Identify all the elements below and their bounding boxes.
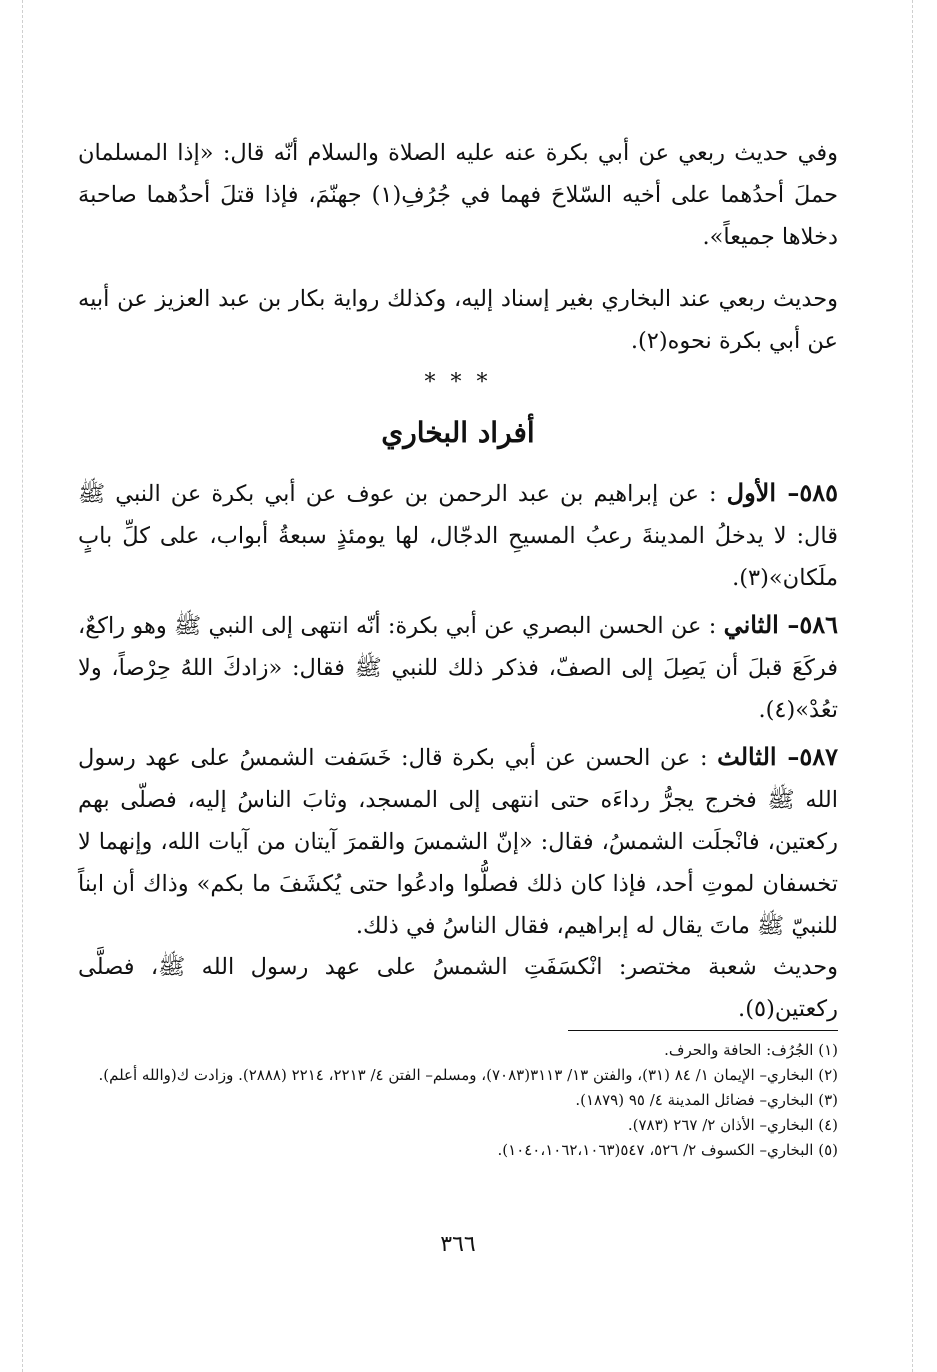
footnotes-list	[78, 1038, 838, 1163]
hadith-585-number: ٥٨٥– الأول	[726, 478, 838, 507]
paragraph-shuba-hadith: وحديث شعبة مختصر: انْكسَفَتِ الشمسُ على عهد رسول الله ﷺ، فصلَّى ركعتين(٥).	[78, 954, 838, 1022]
section-heading: أفراد البخاري	[381, 416, 535, 449]
hadith-587-text: : عن الحسن عن أبي بكرة قال: خَسَفت الشمسُ على عهد رسول الله ﷺ فخرج يجرُّ رداءَه حتى انتهى إلى المسجد، وثابَ الناسُ إليه، فصلّى بهم ركعتين، فانْجلَت الشمسُ، فقال: «إنّ الشمسَ والقمرَ آيتان من آيات الله، وإنهما لا تخسفان لموتِ أحد، فإذا كان ذلك فصلُّوا وادعُوا حتى يُكشَفَ ما بكم» وذاك أن ابناً للنبيّ ﷺ ماتَ يقال له إبراهيم، فقال الناسُ في ذلك.	[78, 745, 838, 939]
hadith-587-number: ٥٨٧– الثالث	[717, 742, 839, 771]
footnote-rule	[568, 1030, 838, 1031]
hadith-586-number: ٥٨٦– الثاني	[723, 610, 839, 639]
paragraph-rubai-bukhari: وحديث ربعي عند البخاري بغير إسناد إليه، وكذلك رواية بكار بن عبد العزيز عن أبيه عن أبي بكرة نحوه(٢).	[78, 286, 838, 354]
footnote-item: (١) الجُرُف: الحافة والحرف.	[664, 1041, 838, 1059]
left-margin-guide	[22, 0, 23, 1372]
hadith-585-text: : عن إبراهيم بن عبد الرحمن بن عوف عن أبي بكرة عن النبي ﷺ قال: لا يدخلُ المدينةَ رعبُ المسيحِ الدجّال، لها يومئذٍ سبعةُ أبواب، على كلِّ بابٍ ملَكان»(٣).	[78, 481, 838, 591]
paragraph-rubai-hadith: وفي حديث ربعي عن أبي بكرة عنه عليه الصلاة والسلام أنّه قال: «إذا المسلمان حملَ أحدُهما على أخيه السّلاحَ فهما في جُرُفِ(١) جهنّمَ، فإذا قتلَ أحدُهما صاحبهَ دخلاها جميعاً».	[78, 140, 839, 250]
section-separator: * * *	[424, 370, 492, 395]
hadith-587	[78, 736, 838, 947]
footnote-item: (٣) البخاري– فضائل المدينة ٤/ ٩٥ (١٨٧٩).	[575, 1091, 838, 1109]
right-margin-guide	[912, 0, 913, 1372]
footnote-item: (٤) البخاري– الأذان ٢/ ٢٦٧ (٧٨٣).	[627, 1116, 838, 1134]
footnote-item: (٥) البخاري– الكسوف ٢/ ٥٢٦، ٥٤٧(١٠٤٠،١٠٦٢،١٠٦٣).	[497, 1141, 838, 1159]
hadith-586	[78, 604, 838, 731]
hadith-585	[78, 472, 838, 599]
hadith-586-text: : عن الحسن البصري عن أبي بكرة: أنّه انتهى إلى النبي ﷺ وهو راكعٌ، فركَعَ قبلَ أن يَصِلَ إلى الصفّ، فذكر ذلك للنبي ﷺ فقال: «زادكَ اللهُ حِرْصاً، ولا تعُدْ»(٤).	[78, 613, 838, 723]
page-number: ٣٦٦	[440, 1232, 476, 1257]
footnote-item: (٢) البخاري– الإيمان ١/ ٨٤ (٣١)، والفتن ١٣/ ٣١١٣(٧٠٨٣)، ومسلم– الفتن ٤/ ٢٢١٣، ٢٢١٤ (٢٨٨٨). وزادت ك(والله أعلم).	[98, 1066, 838, 1084]
